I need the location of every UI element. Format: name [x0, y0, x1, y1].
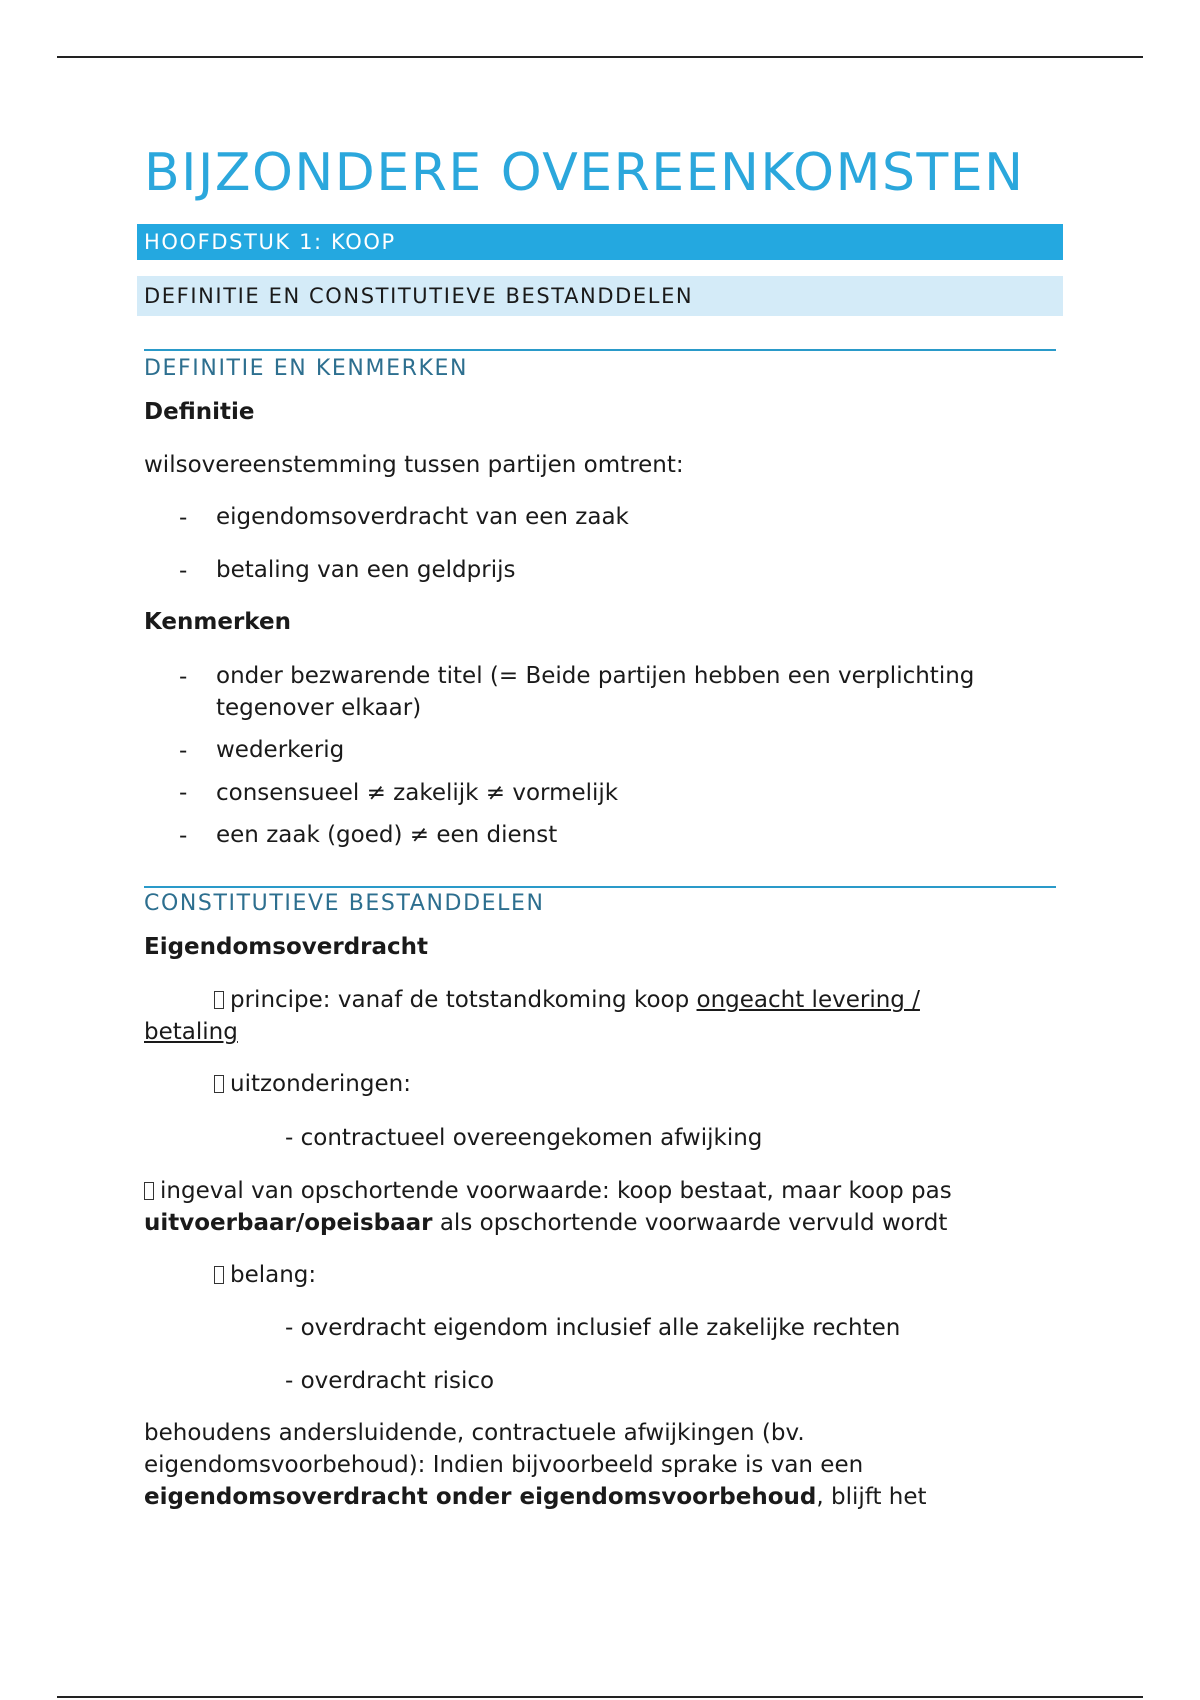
belang-line: belang:: [214, 1259, 316, 1291]
eigendomsoverdracht-label: Eigendomsoverdracht: [144, 934, 429, 960]
principe-continuation: betaling: [144, 1019, 238, 1045]
list-item: onder bezwarende titel (= Beide partijen hebben een verplichting: [216, 663, 975, 689]
document-title: BIJZONDERE OVEREENKOMSTEN: [144, 143, 1025, 203]
subheading-definitie-kenmerken: DEFINITIE EN KENMERKEN: [144, 356, 469, 381]
behoudens-line: behoudens andersluidende, contractuele afwijkingen (bv.: [144, 1420, 805, 1446]
definitie-label: Definitie: [144, 399, 255, 425]
underlined-text: ongeacht levering /: [696, 987, 920, 1013]
list-bullet: -: [179, 738, 188, 764]
list-item: wederkerig: [216, 737, 345, 763]
list-bullet: -: [179, 823, 188, 849]
subheading-rule: [144, 886, 1056, 888]
behoudens-line: eigendomsoverdracht onder eigendomsvoorbehoud, blijft het: [144, 1484, 927, 1510]
list-bullet: -: [179, 664, 188, 690]
section-heading: DEFINITIE EN CONSTITUTIEVE BESTANDDELEN: [137, 276, 1063, 316]
list-item: consensueel ≠ zakelijk ≠ vormelijk: [216, 780, 619, 806]
list-item: eigendomsoverdracht van een zaak: [216, 504, 629, 530]
subheading-rule: [144, 349, 1056, 351]
belang-item: - overdracht eigendom inclusief alle zakelijke rechten: [285, 1315, 901, 1341]
belang-item: - overdracht risico: [285, 1368, 495, 1394]
subheading-constitutieve-bestanddelen: CONSTITUTIEVE BESTANDDELEN: [144, 891, 545, 916]
kenmerken-label: Kenmerken: [144, 609, 291, 635]
list-item: betaling van een geldprijs: [216, 557, 516, 583]
list-item-continuation: tegenover elkaar): [216, 695, 422, 721]
arrow-glyph-icon: [214, 1075, 224, 1093]
list-bullet: -: [179, 780, 188, 806]
footer-rule: [57, 1696, 1143, 1698]
ingeval-line: ingeval van opschortende voorwaarde: koop bestaat, maar koop pas: [144, 1175, 952, 1207]
principe-line: principe: vanaf de totstandkoming koop ongeacht levering /: [214, 984, 920, 1016]
definitie-text: wilsovereenstemming tussen partijen omtrent:: [144, 452, 684, 478]
uitzonderingen-line: uitzonderingen:: [214, 1068, 411, 1100]
header-rule: [57, 56, 1143, 58]
list-bullet: -: [179, 505, 188, 531]
arrow-glyph-icon: [144, 1182, 154, 1200]
list-item: een zaak (goed) ≠ een dienst: [216, 822, 558, 848]
list-bullet: -: [179, 558, 188, 584]
arrow-glyph-icon: [214, 991, 224, 1009]
ingeval-continuation: uitvoerbaar/opeisbaar als opschortende voorwaarde vervuld wordt: [144, 1210, 948, 1236]
behoudens-line: eigendomsvoorbehoud): Indien bijvoorbeeld sprake is van een: [144, 1452, 864, 1478]
arrow-glyph-icon: [214, 1266, 224, 1284]
uitzondering-item: - contractueel overeengekomen afwijking: [285, 1125, 763, 1151]
chapter-heading: HOOFDSTUK 1: KOOP: [137, 224, 1063, 260]
